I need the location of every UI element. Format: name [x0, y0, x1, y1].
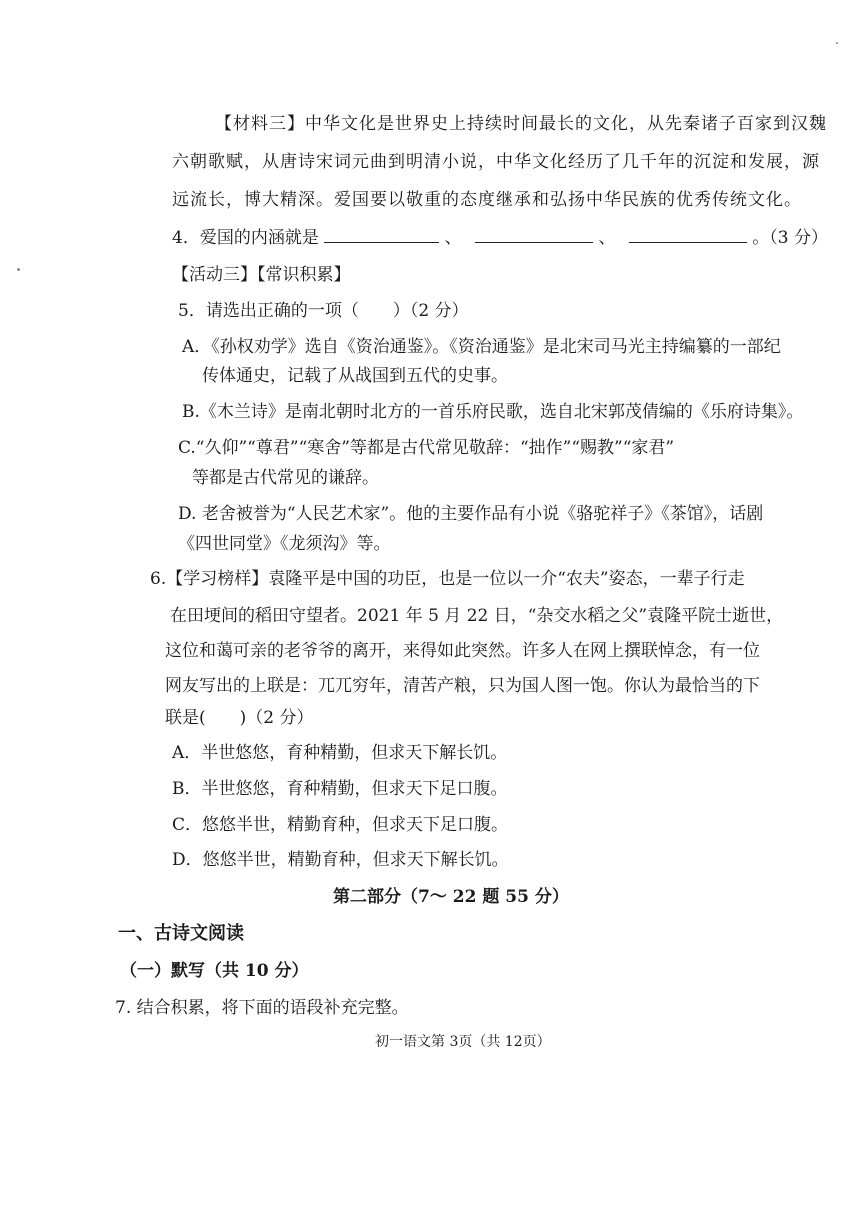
- section-1-heading: 一、古诗文阅读: [118, 923, 244, 944]
- question-4: [172, 226, 828, 250]
- scan-mark: [17, 268, 20, 271]
- question-7: 7. 结合积累，将下面的语段补充完整。: [115, 998, 409, 1018]
- question-5-option-b: B.《木兰诗》是南北朝时北方的一首乐府民歌，选自北宋郭茂倩编的《乐府诗集》。: [182, 402, 804, 422]
- subsection-1-heading: （一）默写（共 10 分）: [120, 961, 309, 981]
- question-5-option-c-cont: 等都是古代常见的谦辞。: [192, 468, 379, 488]
- question-4-prefix: 4．爱国的内涵就是: [172, 228, 319, 248]
- separator: 、: [598, 228, 616, 248]
- question-6-line-5: 联是( )（2 分）: [165, 708, 314, 728]
- activity-3-heading: 【活动三】【常识积累】: [172, 265, 351, 285]
- question-5-option-a-cont: 传体通史，记载了从战国到五代的史事。: [202, 366, 508, 386]
- scan-mark: [836, 42, 838, 44]
- answer-blank-2[interactable]: [475, 226, 593, 243]
- question-6-option-c: C．悠悠半世，精勤育种，但求天下足口腹。: [172, 815, 509, 835]
- question-5-stem: 5．请选出正确的一项（ ）（2 分）: [178, 301, 469, 321]
- question-6-line-2: 在田埂间的稻田守望者。2021 年 5 月 22 日，“杂交水稻之父”袁隆平院士逝世，: [170, 606, 784, 626]
- separator: 、: [444, 228, 462, 248]
- material3-line-2: 六朝歌赋，从唐诗宋词元曲到明清小说，中华文化经历了几千年的沉淀和发展，源: [172, 152, 820, 172]
- question-6-option-d: D．悠悠半世，精勤育种，但求天下解长饥。: [172, 850, 509, 870]
- question-5-option-c: C.“久仰”“尊君”“寒舍”等都是古代常见敬辞：“拙作”“赐教”“家君”: [178, 438, 675, 458]
- question-6-option-a: A．半世悠悠，育种精勤，但求天下解长饥。: [172, 743, 508, 763]
- question-6-line-1: 6.【学习榜样】袁隆平是中国的功臣，也是一位以一介“农夫”姿态，一辈子行走: [150, 569, 745, 589]
- question-4-suffix: 。（3 分）: [752, 228, 828, 248]
- page-footer: 初一语文第 3页（共 12页）: [375, 1034, 551, 1050]
- answer-blank-3[interactable]: [629, 226, 747, 243]
- part-2-heading: 第二部分（7～ 22 题 55 分）: [333, 887, 569, 907]
- question-6-line-3: 这位和蔼可亲的老爷爷的离开，来得如此突然。许多人在网上撰联悼念，有一位: [165, 641, 760, 661]
- question-6-line-4: 网友写出的上联是：兀兀穷年，清苦产粮，只为国人图一饱。你认为最恰当的下: [165, 676, 760, 696]
- material3-line-3: 远流长，博大精深。爱国要以敬重的态度继承和弘扬中华民族的优秀传统文化。: [172, 190, 802, 210]
- question-5-option-a: A．《孙权劝学》选自《资治通鉴》。《资治通鉴》是北宋司马光主持编纂的一部纪: [182, 337, 781, 357]
- material3-line-1: 【材料三】中华文化是世界史上持续时间最长的文化，从先秦诸子百家到汉魏: [215, 114, 827, 134]
- question-6-option-b: B．半世悠悠，育种精勤，但求天下足口腹。: [172, 779, 508, 799]
- question-5-option-d: D. 老舍被誉为“人民艺术家”。他的主要作品有小说《骆驼祥子》《茶馆》，话剧: [178, 504, 764, 524]
- question-5-option-d-cont: 《四世同堂》《龙须沟》等。: [178, 534, 391, 554]
- answer-blank-1[interactable]: [324, 226, 439, 243]
